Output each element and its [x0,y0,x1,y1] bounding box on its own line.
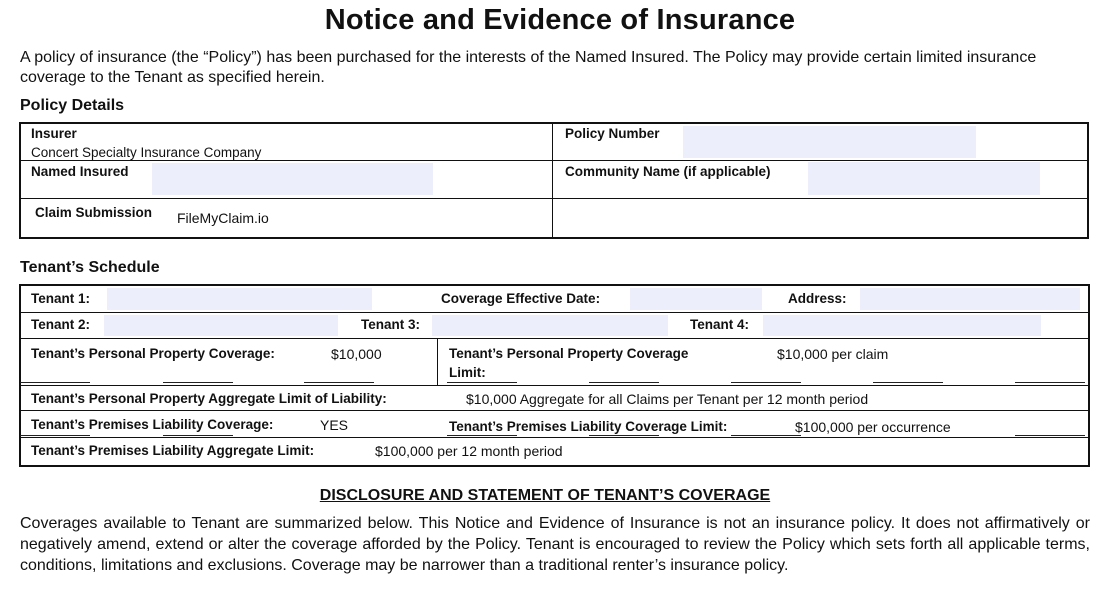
personal-property-limit-label-continued: Limit: [449,365,486,380]
coverage-effective-date-label: Coverage Effective Date: [441,291,601,306]
tenant2-field[interactable] [104,315,338,336]
insurer-label: Insurer [31,126,77,141]
blank-underline [163,435,233,436]
premises-liability-limit-label: Tenant’s Premises Liability Coverage Limit: [449,419,728,434]
personal-property-coverage-value: $10,000 [331,346,382,362]
blank-underline [731,382,801,383]
tenant1-field[interactable] [107,288,372,310]
personal-property-aggregate-value: $10,000 Aggregate for all Claims per Tenant per 12 month period [466,391,869,407]
premises-liability-limit-value: $100,000 per occurrence [795,419,951,435]
policy-details-divider [552,123,553,238]
blank-underline [304,382,374,383]
claim-submission-label: Claim Submission [35,205,153,220]
policy-number-label: Policy Number [565,126,660,141]
blank-underline [589,382,659,383]
disclosure-body: Coverages available to Tenant are summarized below. This Notice and Evidence of Insurance is not an insurance policy. It does not affirmatively or negatively amend, extend or alter the coverage afforded by the Policy. Tenant is encouraged to review the Policy which sets forth all applicable terms, conditions, limitations and exclusions. Coverage may be narrower than a traditional renter’s insurance policy. [20,515,1090,574]
insurer-value: Concert Specialty Insurance Company [31,145,262,160]
policy-number-field[interactable] [683,126,976,158]
policy-row-divider [20,198,1088,199]
premises-liability-aggregate-label: Tenant’s Premises Liability Aggregate Limit: [31,443,315,458]
tenant3-field[interactable] [432,315,668,336]
blank-underline [447,382,517,383]
personal-property-coverage-label: Tenant’s Personal Property Coverage: [31,346,275,361]
coverage-effective-date-field[interactable] [630,288,762,310]
intro-paragraph: A policy of insurance (the “Policy”) has been purchased for the interests of the Named Insured. The Policy may provide certain limited insurance coverage to the Tenant as specified herein. [20,49,1037,86]
schedule-row-divider [20,338,1089,339]
address-field[interactable] [860,288,1080,310]
schedule-row-divider [20,410,1089,411]
disclosure-heading: DISCLOSURE AND STATEMENT OF TENANT’S COVERAGE [319,487,771,504]
community-name-label: Community Name (if applicable) [565,164,771,179]
blank-underline [731,435,801,436]
address-label: Address: [788,291,847,306]
blank-underline [1015,382,1085,383]
tenant2-label: Tenant 2: [31,317,91,332]
blank-underline [20,382,90,383]
blank-underline [589,435,659,436]
community-name-field[interactable] [808,162,1040,195]
blank-underline [447,435,517,436]
tenants-schedule-heading: Tenant’s Schedule [20,259,160,276]
claim-submission-value: FileMyClaim.io [177,210,269,226]
schedule-row-divider [20,385,1089,386]
named-insured-field[interactable] [152,163,433,195]
personal-property-aggregate-label: Tenant’s Personal Property Aggregate Limit of Liability: [31,391,387,406]
schedule-row-divider [20,312,1089,313]
tenant4-label: Tenant 4: [690,317,750,332]
policy-details-heading: Policy Details [20,97,125,114]
schedule-row-divider [20,437,1089,438]
schedule-column-divider [437,339,438,385]
named-insured-label: Named Insured [31,164,129,179]
tenant4-field[interactable] [763,315,1041,336]
blank-underline [20,435,90,436]
premises-liability-coverage-label: Tenant’s Premises Liability Coverage: [31,417,274,432]
personal-property-limit-value: $10,000 per claim [777,346,889,362]
tenant3-label: Tenant 3: [361,317,421,332]
blank-underline [873,382,943,383]
personal-property-limit-label: Tenant’s Personal Property Coverage [449,346,689,361]
policy-row-divider [20,160,1088,161]
document-title: Notice and Evidence of Insurance [324,4,796,36]
premises-liability-coverage-value: YES [320,417,349,433]
blank-underline [163,382,233,383]
blank-underline [1015,435,1085,436]
premises-liability-aggregate-value: $100,000 per 12 month period [375,443,563,459]
tenant1-label: Tenant 1: [31,291,91,306]
